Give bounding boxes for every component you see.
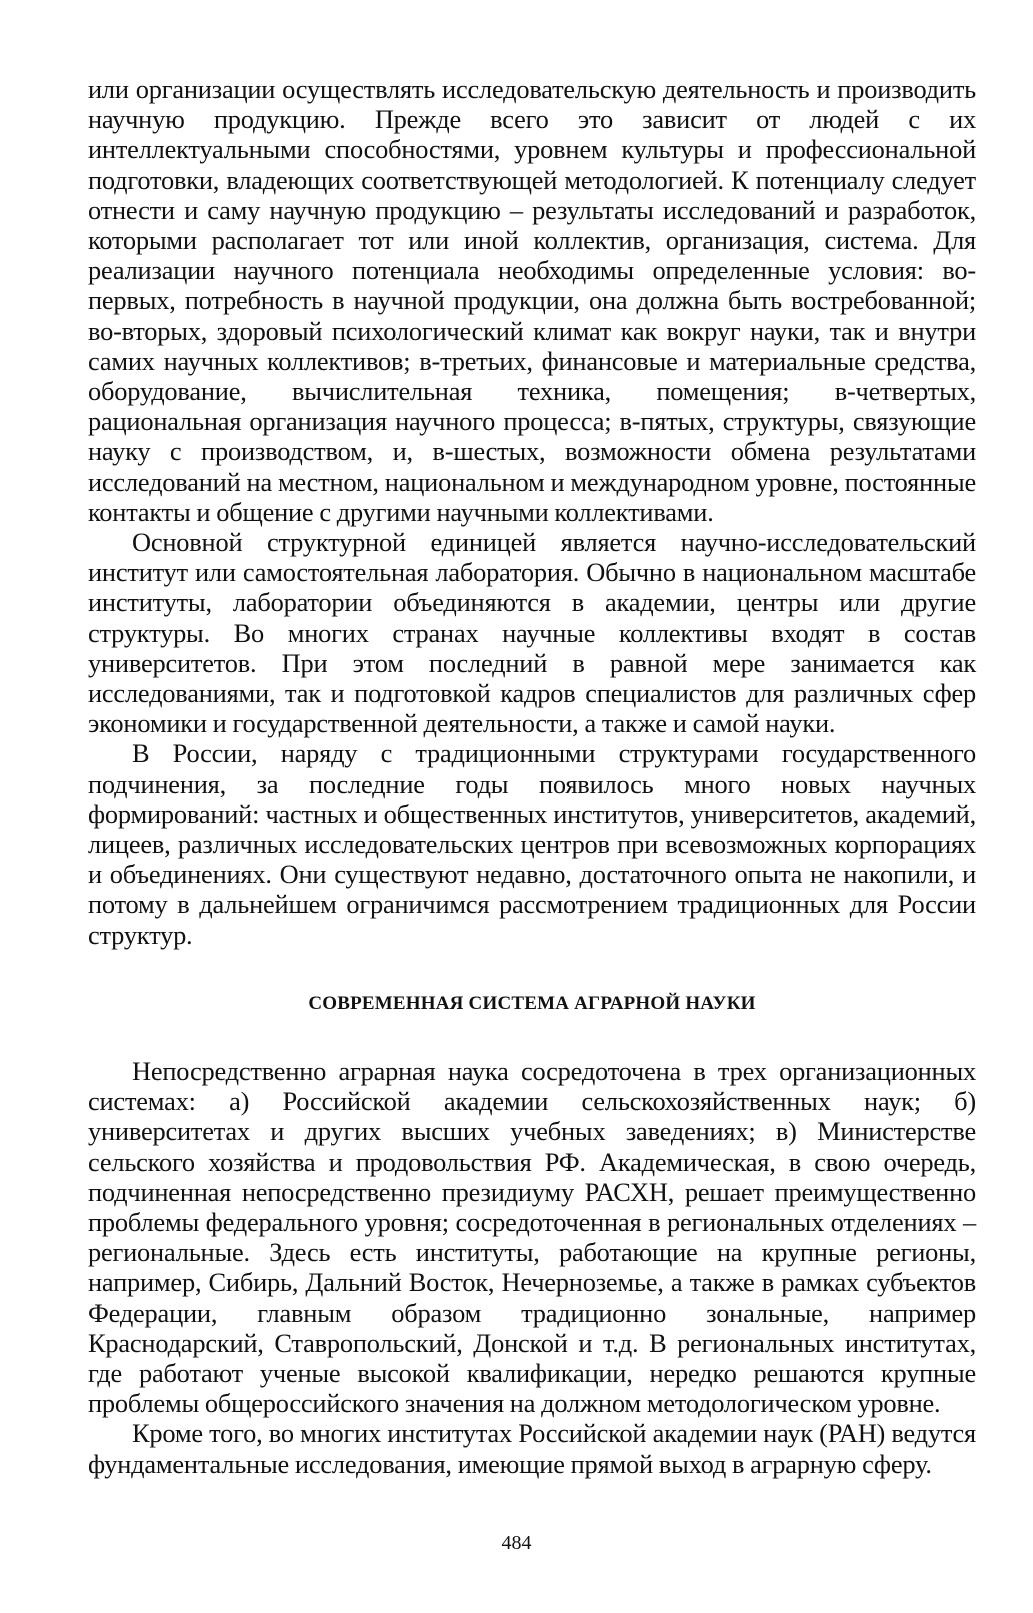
paragraph-agrarian-systems: Непосредственно аграрная наука сосредоточена в трех организационных системах: а) Российской академии сельскохозяйственных наук; б) университетах и других высших учебных заведениях; в) Министерстве сельского хозяйства и продовольствия РФ. Академическая, в свою очередь, подчиненная непосредственно президиуму РАСХН, решает преимущественно проблемы федерального уровня; сосредоточенная в региональных отделениях – региональные. Здесь есть институты, работающие на крупные регионы, например, Сибирь, Дальний Восток, Нечерноземье, а также в рамках субъектов Федерации, главным образом традиционно зональные, например Краснодарский, Ставропольский, Донской и т.д. В региональных институтах, где работают ученые высокой квалификации, нередко решаются крупные проблемы общероссийского значения на должном методологическом уровне. bbox=[88, 1055, 976, 1419]
paragraph-potential-conditions: или организации осуществлять исследовательскую деятельность и производить научную продукцию. Прежде всего это зависит от людей с их интеллектуальными способностями, уровнем культуры и профессиональной подготовки, владеющих соответствующей методологией. К потенциалу следует отнести и саму научную продукцию – результаты исследований и разработок, которыми располагает тот или иной коллектив, организация, система. Для реализации научного потенциала необходимы определенные условия: во-первых, потребность в научной продукции, она должна быть востребованной; во-вторых, здоровый психологический климат как вокруг науки, так и внутри самих научных коллективов; в-третьих, финансовые и материальные средства, оборудование, вычислительная техника, помещения; в-четвертых, рациональная организация научного процесса; в-пятых, структуры, связующие науку с производством, и, в-шестых, возможности обмена результатами исследований на местном, национальном и международном уровне, постоянные контакты и общение с другими научными коллективами. bbox=[88, 74, 976, 527]
section-heading: СОВРЕМЕННАЯ СИСТЕМА АГРАРНОЙ НАУКИ bbox=[308, 992, 756, 1014]
paragraph-russia-structures: В России, наряду с традиционными структурами государственного подчинения, за последние годы появилось много новых научных формирований: частных и общественных институтов, университетов, академий, лицеев, различных исследовательских центров при всевозможных корпорациях и объединениях. Они существуют недавно, достаточного опыта не накопили, и потому в дальнейшем ограничимся рассмотрением традиционных для России структур. bbox=[88, 738, 976, 950]
paragraph-ran-institutes: Кроме того, во многих институтах Российской академии наук (РАН) ведутся фундаментальные исследования, имеющие прямой выход в аграрную сферу. bbox=[88, 1418, 976, 1479]
paragraph-structural-unit: Основной структурной единицей является научно-исследовательский институт или самостоятельная лаборатория. Обычно в национальном масштабе институты, лаборатории объединяются в академии, центры или другие структуры. Во многих странах научные коллективы входят в состав университетов. При этом последний в равной мере занимается как исследованиями, так и подготовкой кадров специалистов для различных сфер экономики и государственной деятельности, а также и самой науки. bbox=[88, 527, 976, 739]
page-number: 484 bbox=[501, 1532, 532, 1554]
page-body bbox=[88, 74, 976, 1479]
